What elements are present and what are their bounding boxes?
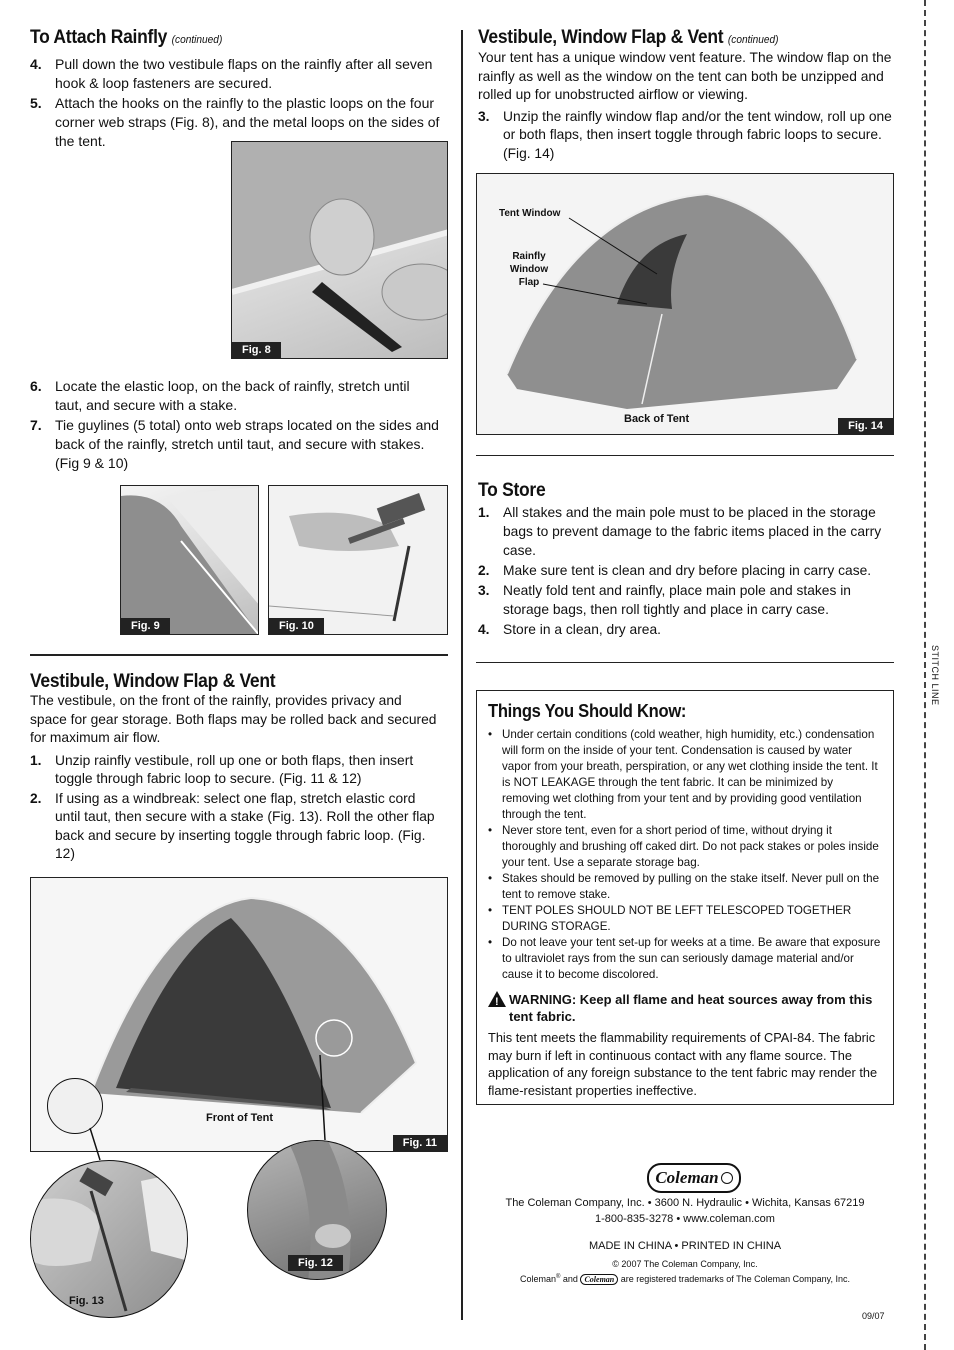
warning-icon: ! bbox=[488, 991, 506, 1007]
tip-item: • Stakes should be removed by pulling on the stake itself. Never pull on the tent to remove stake. bbox=[488, 872, 880, 901]
tip-item: • TENT POLES SHOULD NOT BE LEFT TELESCOPED TOGETHER DURING STORAGE. bbox=[488, 904, 852, 933]
store-step-1: 1. All stakes and the main pole must to be placed in the storage bags to prevent damage to the fabric items placed in the carry case. bbox=[478, 505, 882, 558]
fig-14-photo bbox=[476, 173, 894, 435]
fig-10-photo bbox=[268, 485, 448, 635]
step-5: 5. Attach the hooks on the rainfly to the plastic loops on the four corner web straps (Fig. 8), and the metal loops on the sides of the tent. bbox=[30, 95, 440, 149]
coleman-mini-logo: Coleman bbox=[580, 1274, 618, 1285]
store-steps bbox=[478, 503, 894, 639]
section-divider bbox=[476, 662, 894, 663]
vestibule-step-2: 2. If using as a windbreak: select one flap, stretch elastic cord until taut, then secure with a stake (Fig. 13). Roll the other flap back and secure by inserting toggle through fabric loop. (Fig. 12) bbox=[30, 790, 435, 861]
vestibule-continued-text bbox=[478, 49, 892, 163]
fig-12-label: Fig. 12 bbox=[288, 1255, 343, 1271]
warning-block bbox=[488, 991, 883, 1025]
fig-13-callout-circle bbox=[47, 1078, 103, 1134]
attach-steps-4-5 bbox=[30, 55, 440, 151]
trademark-notice: Coleman® and Coleman are registered trademarks of The Coleman Company, Inc. bbox=[519, 1274, 851, 1284]
fig-9-label: Fig. 9 bbox=[121, 618, 170, 634]
coleman-logo: Coleman bbox=[647, 1163, 741, 1193]
step-7: 7. Tie guylines (5 total) onto web straps located on the sides and back of the rainfly, stretch until taut, and secure with stakes. (Fig 9 & 10) bbox=[30, 417, 439, 471]
step-6: 6. Locate the elastic loop, on the back of rainfly, stretch until taut, and secure with a stake. bbox=[30, 378, 410, 413]
fig-13-photo bbox=[30, 1160, 188, 1318]
vestibule-intro: The vestibule, on the front of the rainfly, provides privacy and space for gear storage. Both flaps may be rolled back and secured for maximum air flow. bbox=[30, 693, 437, 745]
vestibule-heading: Vestibule, Window Flap & Vent bbox=[30, 671, 276, 692]
made-in: MADE IN CHINA • PRINTED IN CHINA bbox=[588, 1240, 782, 1252]
tip-item: • Do not leave your tent set-up for weeks at a time. Be aware that exposure to ultraviolet rays from the sun can seriously damage material and/or cause it to become discolored. bbox=[488, 936, 881, 981]
things-heading: Things You Should Know: bbox=[488, 701, 687, 721]
fig-14-label: Fig. 14 bbox=[838, 418, 893, 434]
fig-11-label: Fig. 11 bbox=[393, 1135, 447, 1151]
flammability-text: This tent meets the flammability requirements of CPAI-84. The fabric may burn if left in continuous contact with any flame source. The application of any foreign substance to the tent fabric may render the flame-resistant properties ineffective. bbox=[488, 1030, 878, 1098]
step-4: 4. Pull down the two vestibule flaps on the rainfly after all seven hook & loop fasteners are secured. bbox=[30, 56, 433, 91]
lantern-icon bbox=[721, 1172, 733, 1184]
fig-8-label: Fig. 8 bbox=[232, 342, 281, 358]
to-store-heading: To Store bbox=[478, 480, 546, 501]
vestibule-step-3: 3. Unzip the rainfly window flap and/or the tent window, roll up one or both flaps, then insert toggle through fabric loops to secure. (Fig. 14) bbox=[478, 108, 892, 161]
tip-item: • Never store tent, even for a short period of time, without drying it thoroughly and brushing off caked dirt. Do not pack stakes or poles inside your tent. Use a separate storage bag. bbox=[488, 824, 879, 869]
column-divider bbox=[461, 30, 463, 1320]
store-step-4: 4. Store in a clean, dry area. bbox=[478, 622, 661, 637]
front-of-tent-label: Front of Tent bbox=[206, 1112, 273, 1124]
fig-9-photo bbox=[120, 485, 259, 635]
fig-13-illustration bbox=[31, 1161, 188, 1318]
things-you-should-know-box bbox=[476, 690, 894, 1105]
stitch-line-label: STITCH LINE bbox=[930, 645, 940, 706]
stitch-dashed-line bbox=[924, 0, 926, 1350]
rainfly-window-flap-label: Rainfly Window Flap bbox=[509, 251, 549, 288]
fig-9-illustration bbox=[121, 486, 259, 635]
back-of-tent-label: Back of Tent bbox=[624, 413, 690, 425]
section-divider bbox=[476, 455, 894, 456]
fig-8-photo bbox=[231, 141, 448, 359]
fig-8-illustration bbox=[232, 142, 448, 359]
tip-item: • Under certain conditions (cold weather, high humidity, etc.) condensation will form on the inside of your tent. Condensation is caused by water vapor from your breath, perspiration, or any wet clothing inside the tent. It is NOT LEAKAGE through the tent fabric. It can be minimized by removing wet clothing from your tent and by providing good ventilation through the tent. bbox=[488, 728, 878, 821]
store-step-2: 2. Make sure tent is clean and dry before placing in carry case. bbox=[478, 563, 872, 578]
company-contact: 1-800-835-3278 • www.coleman.com bbox=[595, 1213, 775, 1225]
vestibule-text bbox=[30, 692, 440, 864]
section-divider bbox=[30, 654, 448, 656]
tent-window-label: Tent Window bbox=[499, 208, 561, 219]
vestibule-step-1: 1. Unzip rainfly vestibule, roll up one or both flaps, then insert toggle through fabric loop to secure. (Fig. 11 & 12) bbox=[30, 752, 414, 786]
date-code: 09/07 bbox=[862, 1311, 885, 1321]
attach-steps-6-7 bbox=[30, 377, 440, 473]
copyright: © 2007 The Coleman Company, Inc. bbox=[612, 1259, 758, 1269]
tips-list bbox=[488, 727, 883, 983]
vestibule-continued-intro: Your tent has a unique window vent feature. The window flap on the rainfly as well as the window on the tent can both be unzipped and rolled up for unobstructed airflow or viewing. bbox=[478, 50, 892, 102]
fig-10-label: Fig. 10 bbox=[269, 618, 324, 634]
fig-10-illustration bbox=[269, 486, 448, 635]
vestibule-continued-heading: Vestibule, Window Flap & Vent (continued) bbox=[478, 27, 779, 48]
fig-13-label: Fig. 13 bbox=[69, 1295, 104, 1307]
attach-rainfly-heading: To Attach Rainfly (continued) bbox=[30, 27, 223, 48]
fig-12-photo bbox=[247, 1140, 387, 1280]
company-address: The Coleman Company, Inc. • 3600 N. Hydraulic • Wichita, Kansas 67219 bbox=[505, 1197, 865, 1209]
warning-text: WARNING: Keep all flame and heat sources away from this tent fabric. bbox=[509, 992, 873, 1024]
store-step-3: 3. Neatly fold tent and rainfly, place main pole and stakes in storage bags, then roll tightly and place in carry case. bbox=[478, 583, 851, 617]
